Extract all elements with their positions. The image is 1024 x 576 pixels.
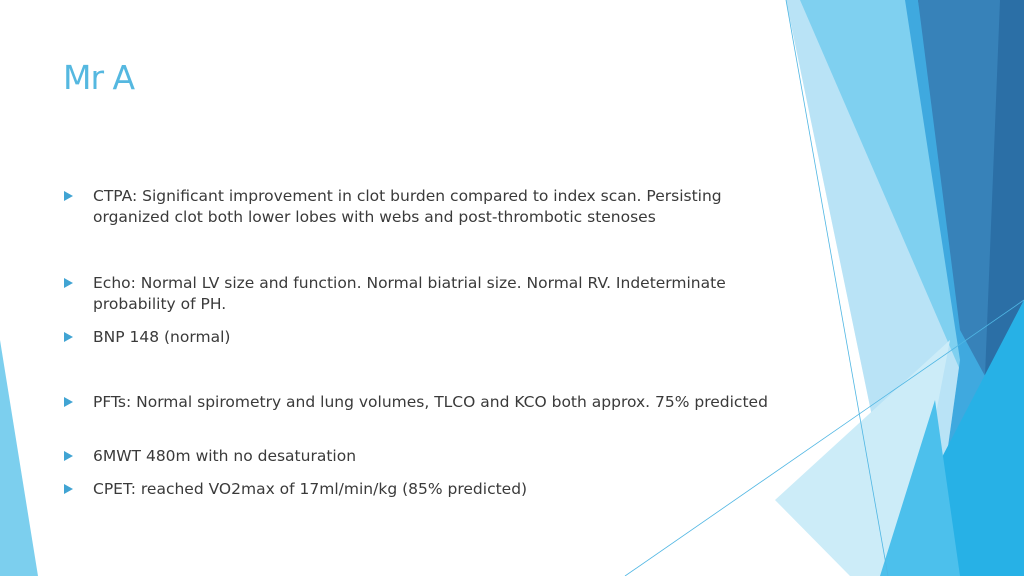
bullet-text: Echo: Normal LV size and function. Normal biatrial size. Normal RV. Indeterminate probability of PH. xyxy=(93,274,726,313)
bullet-arrow-icon xyxy=(64,332,73,342)
bullet-bnp xyxy=(64,327,774,348)
bullet-arrow-icon xyxy=(64,484,73,494)
bullet-arrow-icon xyxy=(64,278,73,288)
left-edge-shape xyxy=(0,340,38,576)
bullet-ctpa xyxy=(64,186,774,228)
bullet-6mwt xyxy=(64,446,774,467)
bullet-text: PFTs: Normal spirometry and lung volumes, TLCO and KCO both approx. 75% predicted xyxy=(93,393,768,411)
slide-title: Mr A xyxy=(63,58,135,97)
bullet-text: BNP 148 (normal) xyxy=(93,328,231,346)
bullet-text: 6MWT 480m with no desaturation xyxy=(93,447,357,465)
bullet-cpet xyxy=(64,479,774,500)
bullet-pfts xyxy=(64,392,774,413)
bullet-text: CPET: reached VO2max of 17ml/min/kg (85% predicted) xyxy=(93,480,528,498)
bullet-echo xyxy=(64,273,774,315)
bullet-text: CTPA: Significant improvement in clot burden compared to index scan. Persisting organized clot both lower lobes with webs and post-thrombotic stenoses xyxy=(93,187,722,226)
bullet-arrow-icon xyxy=(64,451,73,461)
bullet-arrow-icon xyxy=(64,397,73,407)
bullet-arrow-icon xyxy=(64,191,73,201)
